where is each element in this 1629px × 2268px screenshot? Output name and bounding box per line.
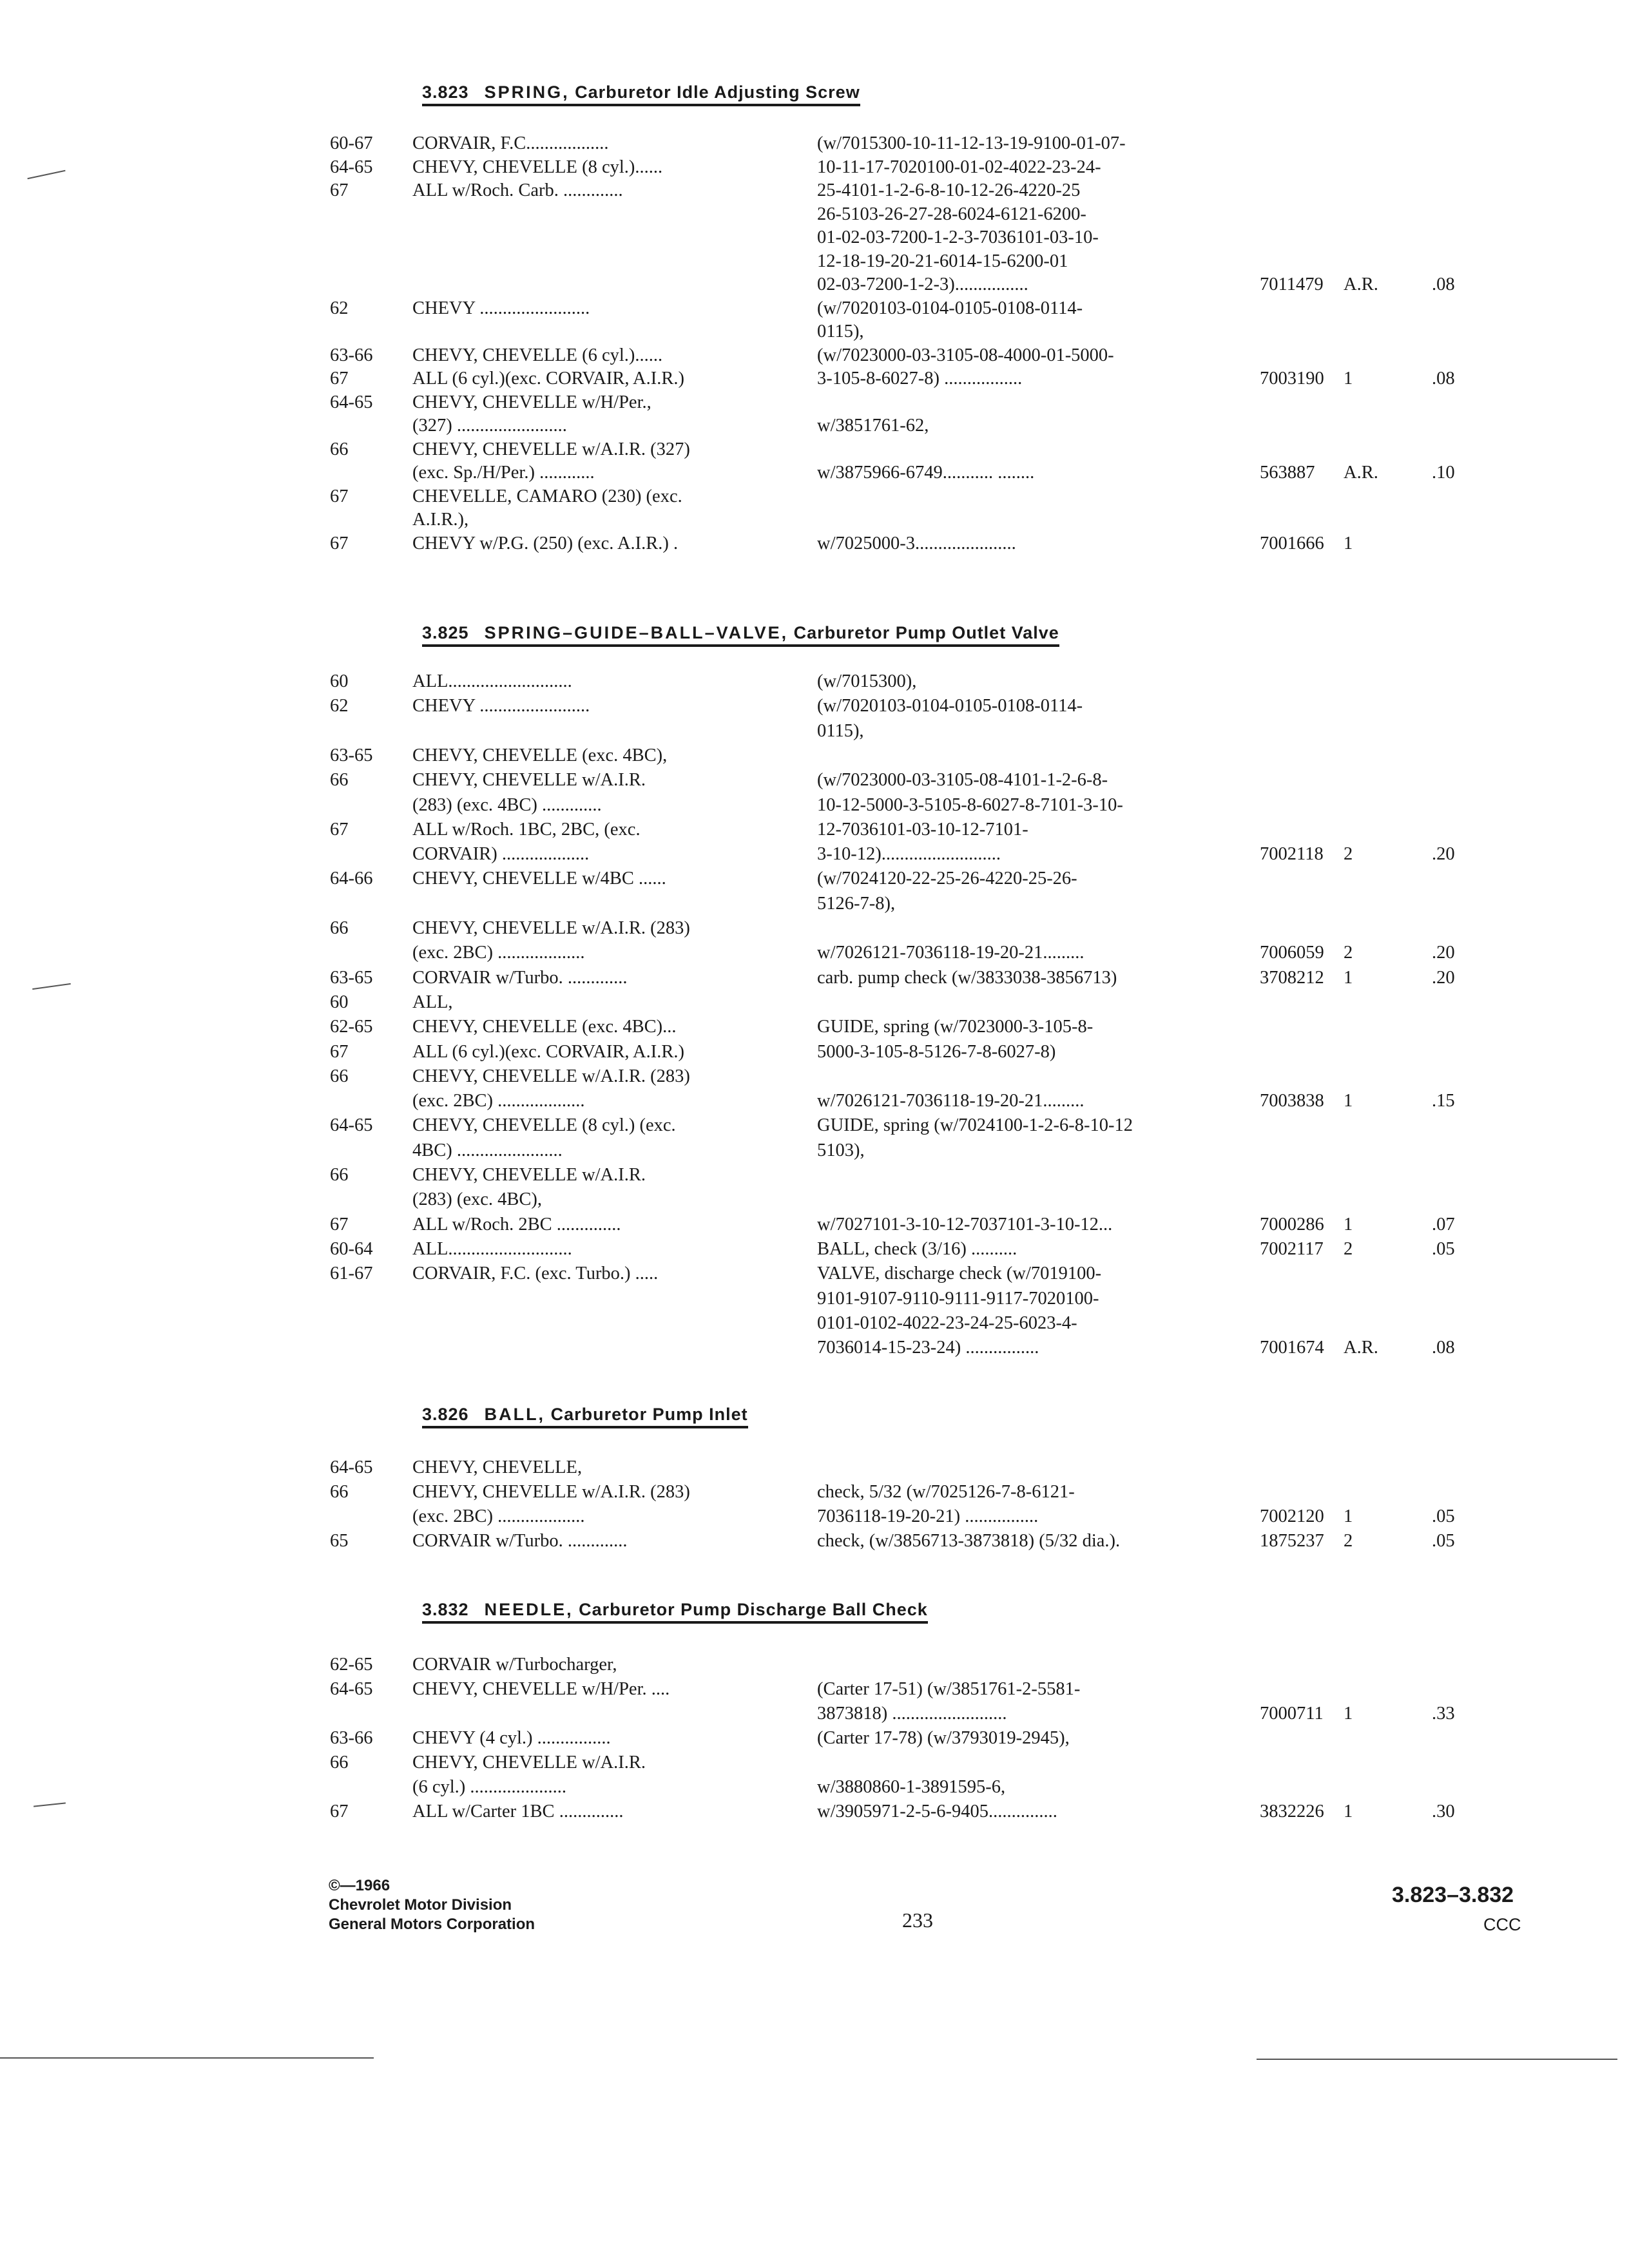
year-cell: 64-65 — [330, 392, 373, 412]
year-cell: 63-65 — [330, 967, 373, 988]
part-number-cell: 3832226 — [1260, 1802, 1324, 1821]
year-cell: 67 — [330, 1214, 349, 1235]
application-cell: CHEVY, CHEVELLE w/A.I.R. (283) — [412, 1482, 690, 1502]
description-cell: GUIDE, spring (w/7023000-3-105-8- — [817, 1017, 1094, 1037]
description-cell: 01-02-03-7200-1-2-3-7036101-03-10- — [817, 227, 1099, 247]
year-cell: 61-67 — [330, 1264, 373, 1284]
part-number-cell: 7000286 — [1260, 1214, 1324, 1235]
description-cell: 3-10-12).......................... — [817, 844, 1001, 865]
section-number: 3.832 — [422, 1600, 469, 1619]
table-row — [0, 1800, 1629, 1823]
description-cell: BALL, check (3/16) .......... — [817, 1238, 1017, 1259]
application-cell: CHEVY ........................ — [412, 298, 590, 318]
section-desc: Carburetor Pump Discharge Ball Check — [579, 1600, 928, 1619]
application-cell: CORVAIR, F.C. (exc. Turbo.) ..... — [412, 1264, 659, 1284]
application-cell: (283) (exc. 4BC) ............. — [412, 794, 602, 815]
table-row — [0, 508, 1629, 532]
table-row — [0, 461, 1629, 485]
year-cell: 67 — [330, 486, 349, 506]
description-cell: (Carter 17-51) (w/3851761-2-5581- — [817, 1679, 1081, 1699]
table-row — [0, 769, 1629, 792]
description-cell: 0115), — [817, 322, 864, 341]
quantity-cell: 2 — [1344, 1531, 1353, 1551]
price-cell: .08 — [1432, 1338, 1455, 1358]
description-cell: (w/7024120-22-25-26-4220-25-26- — [817, 869, 1077, 889]
year-cell: 64-65 — [330, 1679, 373, 1699]
table-row — [0, 1065, 1629, 1088]
description-cell: GUIDE, spring (w/7024100-1-2-6-8-10-12 — [817, 1115, 1133, 1136]
table-row — [0, 320, 1629, 343]
part-number-cell: 7002118 — [1260, 844, 1324, 865]
table-row — [0, 843, 1629, 866]
price-cell: .07 — [1432, 1214, 1455, 1235]
table-row — [0, 1139, 1629, 1162]
table-row — [0, 1287, 1629, 1311]
application-cell: ALL w/Roch. 1BC, 2BC, (exc. — [412, 819, 641, 840]
description-cell: 25-4101-1-2-6-8-10-12-26-4220-25 — [817, 180, 1081, 200]
description-cell: 7036014-15-23-24) ................ — [817, 1338, 1039, 1358]
application-cell: CHEVY, CHEVELLE w/H/Per. .... — [412, 1679, 670, 1699]
description-cell: 3873818) ......................... — [817, 1704, 1007, 1724]
year-cell: 67 — [330, 1041, 349, 1062]
section-title-3-825 — [422, 623, 1059, 647]
table-row — [0, 485, 1629, 508]
part-number-cell: 7003190 — [1260, 369, 1324, 389]
application-cell: (exc. 2BC) ................... — [412, 1506, 585, 1526]
price-cell: .05 — [1432, 1238, 1455, 1259]
section-number: 3.825 — [422, 623, 469, 642]
description-cell: 10-11-17-7020100-01-02-4022-23-24- — [817, 157, 1101, 177]
application-cell: CHEVY, CHEVELLE w/A.I.R. (283) — [412, 918, 690, 938]
table-row — [0, 250, 1629, 273]
table-row — [0, 1653, 1629, 1677]
table-row — [0, 273, 1629, 296]
section-desc: Carburetor Pump Inlet — [550, 1405, 748, 1424]
application-cell: CORVAIR) ................... — [412, 844, 590, 865]
table-row — [0, 1090, 1629, 1113]
description-cell: 0115), — [817, 720, 864, 741]
description-cell: 12-7036101-03-10-12-7101- — [817, 819, 1028, 840]
year-cell: 62 — [330, 696, 349, 716]
application-cell: CORVAIR w/Turbo. ............. — [412, 967, 628, 988]
table-row — [0, 438, 1629, 461]
section-desc: Carburetor Idle Adjusting Screw — [575, 82, 860, 102]
corporation: General Motors Corporation — [329, 1916, 535, 1933]
year-cell: 60 — [330, 992, 349, 1012]
application-cell: ALL (6 cyl.)(exc. CORVAIR, A.I.R.) — [412, 1041, 684, 1062]
description-cell: w/3905971-2-5-6-9405............... — [817, 1802, 1057, 1821]
table-row — [0, 1456, 1629, 1479]
year-cell: 60-64 — [330, 1238, 373, 1259]
quantity-cell: 2 — [1344, 844, 1353, 865]
table-row — [0, 1776, 1629, 1799]
table-row — [0, 1336, 1629, 1360]
quantity-cell: 1 — [1344, 1506, 1353, 1526]
year-cell: 66 — [330, 1753, 349, 1773]
year-cell: 67 — [330, 180, 349, 200]
application-cell: CHEVY, CHEVELLE (exc. 4BC), — [412, 745, 668, 765]
description-cell: 3-105-8-6027-8) ................. — [817, 369, 1023, 389]
table-row — [0, 670, 1629, 693]
section-name: BALL, — [484, 1405, 546, 1424]
description-cell: 26-5103-26-27-28-6024-6121-6200- — [817, 204, 1086, 224]
table-row — [0, 695, 1629, 718]
year-cell: 64-65 — [330, 1457, 373, 1477]
division: Chevrolet Motor Division — [329, 1896, 512, 1914]
table-row — [0, 1262, 1629, 1285]
application-cell: (283) (exc. 4BC), — [412, 1189, 543, 1210]
part-number-cell: 563887 — [1260, 463, 1315, 483]
table-row — [0, 1114, 1629, 1137]
year-cell: 66 — [330, 1165, 349, 1185]
page-edge-right — [1257, 2059, 1617, 2060]
table-row — [0, 179, 1629, 202]
application-cell: CORVAIR, F.C.................. — [412, 133, 609, 153]
part-number-cell: 7000711 — [1260, 1704, 1324, 1724]
part-number-cell: 7001674 — [1260, 1338, 1324, 1358]
section-number: 3.823 — [422, 82, 469, 102]
year-cell: 66 — [330, 770, 349, 791]
description-cell: 9101-9107-9110-9111-9117-7020100- — [817, 1288, 1099, 1309]
quantity-cell: 1 — [1344, 1704, 1353, 1724]
year-cell: 62-65 — [330, 1655, 373, 1675]
year-cell: 63-66 — [330, 345, 373, 365]
section-name: SPRING–GUIDE–BALL–VALVE, — [484, 623, 789, 642]
description-cell: 02-03-7200-1-2-3)................ — [817, 274, 1028, 294]
section-name: NEEDLE, — [484, 1600, 574, 1619]
part-number-cell: 1875237 — [1260, 1531, 1324, 1551]
year-cell: 62 — [330, 298, 349, 318]
year-cell: 64-66 — [330, 869, 373, 889]
quantity-cell: 2 — [1344, 1238, 1353, 1259]
application-cell: CHEVY, CHEVELLE (6 cyl.)...... — [412, 345, 663, 365]
table-row — [0, 818, 1629, 841]
application-cell: CHEVY, CHEVELLE w/A.I.R. (327) — [412, 439, 690, 459]
table-row — [0, 1678, 1629, 1701]
table-row — [0, 892, 1629, 916]
part-number-cell: 7003838 — [1260, 1091, 1324, 1111]
description-cell: 5000-3-105-8-5126-7-8-6027-8) — [817, 1041, 1056, 1062]
description-cell: 5103), — [817, 1140, 865, 1160]
table-row — [0, 1238, 1629, 1261]
application-cell: CHEVY, CHEVELLE, — [412, 1457, 583, 1477]
year-cell: 63-65 — [330, 745, 373, 765]
page-edge-left — [0, 2057, 374, 2059]
table-row — [0, 1015, 1629, 1039]
description-cell: 0101-0102-4022-23-24-25-6023-4- — [817, 1312, 1077, 1333]
application-cell: CHEVY, CHEVELLE (8 cyl.) (exc. — [412, 1115, 676, 1136]
table-row — [0, 1041, 1629, 1064]
description-cell: 12-18-19-20-21-6014-15-6200-01 — [817, 251, 1068, 271]
application-cell: CHEVELLE, CAMARO (230) (exc. — [412, 486, 682, 506]
application-cell: ALL (6 cyl.)(exc. CORVAIR, A.I.R.) — [412, 369, 684, 389]
application-cell: CHEVY, CHEVELLE w/A.I.R. (283) — [412, 1066, 690, 1086]
year-cell: 66 — [330, 918, 349, 938]
application-cell: CHEVY ........................ — [412, 696, 590, 716]
description-cell: w/7026121-7036118-19-20-21......... — [817, 943, 1084, 963]
description-cell: w/7027101-3-10-12-7037101-3-10-12... — [817, 1214, 1113, 1235]
part-number-cell: 7002120 — [1260, 1506, 1324, 1526]
application-cell: (327) ........................ — [412, 416, 567, 436]
quantity-cell: 1 — [1344, 369, 1353, 389]
footer-publisher — [329, 1876, 535, 1934]
table-row — [0, 794, 1629, 817]
quantity-cell: 1 — [1344, 967, 1353, 988]
table-row — [0, 1188, 1629, 1211]
description-cell: (w/7015300-10-11-12-13-19-9100-01-07- — [817, 133, 1126, 153]
application-cell: CHEVY, CHEVELLE w/H/Per., — [412, 392, 651, 412]
year-cell: 63-66 — [330, 1728, 373, 1748]
section-title-3-826 — [422, 1405, 748, 1428]
description-cell: w/3875966-6749........... ........ — [817, 463, 1035, 483]
part-number-cell: 7002117 — [1260, 1238, 1324, 1259]
price-cell: .08 — [1432, 369, 1455, 389]
table-row — [0, 367, 1629, 390]
quantity-cell: A.R. — [1344, 1338, 1378, 1358]
quantity-cell: A.R. — [1344, 274, 1378, 294]
application-cell: (6 cyl.) ..................... — [412, 1777, 567, 1797]
year-cell: 62-65 — [330, 1017, 373, 1037]
application-cell: CHEVY, CHEVELLE w/A.I.R. — [412, 1753, 646, 1773]
page-number: 233 — [902, 1908, 933, 1932]
table-row — [0, 1702, 1629, 1725]
year-cell: 64-65 — [330, 1115, 373, 1136]
price-cell: .10 — [1432, 463, 1455, 483]
application-cell: CHEVY, CHEVELLE w/4BC ...... — [412, 869, 666, 889]
quantity-cell: 2 — [1344, 943, 1353, 963]
description-cell: (w/7023000-03-3105-08-4000-01-5000- — [817, 345, 1114, 365]
table-row — [0, 391, 1629, 414]
application-cell: CORVAIR w/Turbo. ............. — [412, 1531, 628, 1551]
part-number-cell: 7011479 — [1260, 274, 1324, 294]
year-cell: 66 — [330, 439, 349, 459]
price-cell: .33 — [1432, 1704, 1455, 1724]
footer-code: CCC — [1483, 1915, 1521, 1934]
description-cell: w/3880860-1-3891595-6, — [817, 1777, 1006, 1797]
application-cell: CHEVY, CHEVELLE (8 cyl.)...... — [412, 157, 663, 177]
price-cell: .20 — [1432, 844, 1455, 865]
table-row — [0, 917, 1629, 940]
year-cell: 67 — [330, 533, 349, 553]
table-row — [0, 991, 1629, 1014]
section-title-3-823 — [422, 82, 860, 106]
description-cell: w/7025000-3...................... — [817, 533, 1016, 553]
application-cell: A.I.R.), — [412, 510, 469, 530]
description-cell: (Carter 17-78) (w/3793019-2945), — [817, 1728, 1070, 1748]
application-cell: ALL, — [412, 992, 453, 1012]
table-row — [0, 720, 1629, 743]
description-cell: 7036118-19-20-21) ................ — [817, 1506, 1039, 1526]
table-row — [0, 1164, 1629, 1187]
application-cell: ALL w/Roch. Carb. ............. — [412, 180, 623, 200]
description-cell: (w/7015300), — [817, 671, 917, 691]
description-cell: w/7026121-7036118-19-20-21......... — [817, 1091, 1084, 1111]
description-cell: w/3851761-62, — [817, 416, 929, 436]
year-cell: 64-65 — [330, 157, 373, 177]
table-row — [0, 1530, 1629, 1553]
table-row — [0, 1213, 1629, 1236]
application-cell: ALL........................... — [412, 1238, 572, 1259]
application-cell: (exc. 2BC) ................... — [412, 1091, 585, 1111]
year-cell: 65 — [330, 1531, 349, 1551]
application-cell: (exc. Sp./H/Per.) ............ — [412, 463, 595, 483]
section-desc: Carburetor Pump Outlet Valve — [793, 623, 1059, 642]
table-row — [0, 1751, 1629, 1774]
description-cell: (w/7023000-03-3105-08-4101-1-2-6-8- — [817, 770, 1108, 791]
copyright: ©—1966 — [329, 1877, 390, 1894]
application-cell: ALL w/Roch. 2BC .............. — [412, 1214, 621, 1235]
part-number-cell: 7006059 — [1260, 943, 1324, 963]
description-cell: check, 5/32 (w/7025126-7-8-6121- — [817, 1482, 1075, 1502]
section-range: 3.823–3.832 — [1392, 1883, 1514, 1907]
table-row — [0, 867, 1629, 890]
part-number-cell: 3708212 — [1260, 967, 1324, 988]
year-cell: 67 — [330, 819, 349, 840]
application-cell: ALL w/Carter 1BC .............. — [412, 1802, 624, 1821]
table-row — [0, 297, 1629, 320]
quantity-cell: A.R. — [1344, 463, 1378, 483]
quantity-cell: 1 — [1344, 1214, 1353, 1235]
price-cell: .30 — [1432, 1802, 1455, 1821]
application-cell: CHEVY, CHEVELLE w/A.I.R. — [412, 770, 646, 791]
table-row — [0, 1505, 1629, 1528]
table-row — [0, 344, 1629, 367]
table-row — [0, 1481, 1629, 1504]
description-cell: 5126-7-8), — [817, 893, 896, 914]
price-cell: .05 — [1432, 1531, 1455, 1551]
table-row — [0, 966, 1629, 990]
year-cell: 60 — [330, 671, 349, 691]
quantity-cell: 1 — [1344, 533, 1353, 553]
year-cell: 66 — [330, 1066, 349, 1086]
application-cell: 4BC) ....................... — [412, 1140, 563, 1160]
price-cell: .15 — [1432, 1091, 1455, 1111]
table-row — [0, 941, 1629, 965]
quantity-cell: 1 — [1344, 1091, 1353, 1111]
year-cell: 60-67 — [330, 133, 373, 153]
section-title-3-832 — [422, 1600, 928, 1624]
table-row — [0, 226, 1629, 249]
price-cell: .08 — [1432, 274, 1455, 294]
application-cell: CHEVY, CHEVELLE (exc. 4BC)... — [412, 1017, 677, 1037]
application-cell: CHEVY, CHEVELLE w/A.I.R. — [412, 1165, 646, 1185]
table-row — [0, 1727, 1629, 1750]
quantity-cell: 1 — [1344, 1802, 1353, 1821]
part-number-cell: 7001666 — [1260, 533, 1324, 553]
year-cell: 66 — [330, 1482, 349, 1502]
table-row — [0, 203, 1629, 226]
description-cell: check, (w/3856713-3873818) (5/32 dia.). — [817, 1531, 1121, 1551]
year-cell: 67 — [330, 369, 349, 389]
table-row — [0, 1312, 1629, 1335]
section-number: 3.826 — [422, 1405, 469, 1424]
table-row — [0, 744, 1629, 767]
price-cell: .20 — [1432, 943, 1455, 963]
description-cell: VALVE, discharge check (w/7019100- — [817, 1264, 1102, 1284]
price-cell: .20 — [1432, 967, 1455, 988]
application-cell: CHEVY w/P.G. (250) (exc. A.I.R.) . — [412, 533, 679, 553]
description-cell: carb. pump check (w/3833038-3856713) — [817, 967, 1117, 988]
table-row — [0, 414, 1629, 437]
description-cell: (w/7020103-0104-0105-0108-0114- — [817, 298, 1083, 318]
application-cell: CORVAIR w/Turbocharger, — [412, 1655, 617, 1675]
description-cell: 10-12-5000-3-5105-8-6027-8-7101-3-10- — [817, 794, 1123, 815]
table-row — [0, 156, 1629, 179]
year-cell: 67 — [330, 1802, 349, 1821]
table-row — [0, 532, 1629, 555]
price-cell: .05 — [1432, 1506, 1455, 1526]
section-name: SPRING, — [484, 82, 570, 102]
application-cell: (exc. 2BC) ................... — [412, 943, 585, 963]
application-cell: CHEVY (4 cyl.) ................ — [412, 1728, 611, 1748]
application-cell: ALL........................... — [412, 671, 572, 691]
table-row — [0, 132, 1629, 155]
description-cell: (w/7020103-0104-0105-0108-0114- — [817, 696, 1083, 716]
